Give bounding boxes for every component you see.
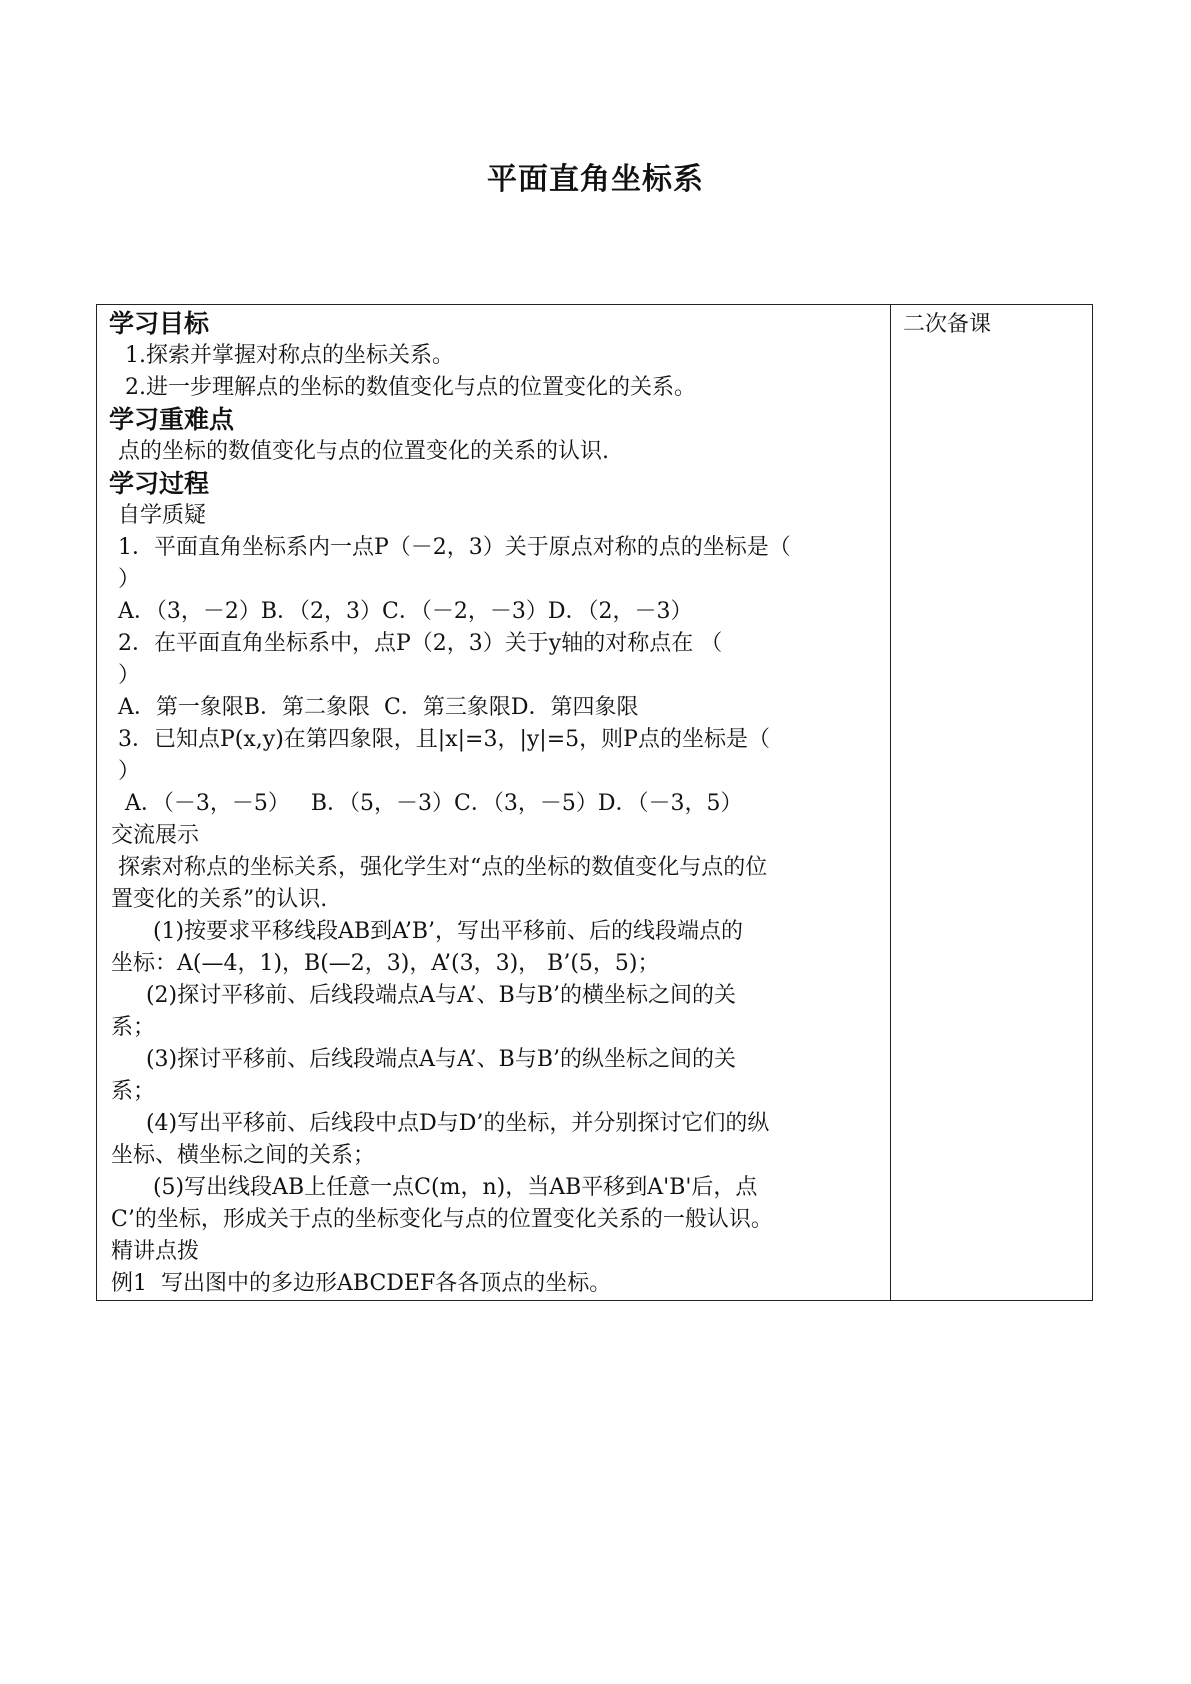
question-3-options: A．（－3，－5） B．（5，－3）C．（3，－5）D．（－3，5） [111, 791, 743, 816]
exchange-label: 交流展示 [111, 823, 200, 848]
step-2-cont: 系； [111, 1015, 156, 1040]
step-1-cont: 坐标：A(—4，1)，B(—2，3)，A’(3，3)， B’(5，5)； [111, 951, 660, 976]
question-2-stem-end: ） [111, 663, 141, 688]
objective-item: 2.进一步理解点的坐标的数值变化与点的位置变化的关系。 [111, 375, 696, 400]
exchange-intro: 探索对称点的坐标关系，强化学生对“点的坐标的数值变化与点的位 [111, 855, 768, 880]
process-heading: 学习过程 [109, 469, 210, 498]
step-2: (2)探讨平移前、后线段端点A与A’、B与B’的横坐标之间的关 [111, 983, 736, 1008]
exchange-intro-cont: 置变化的关系”的认识. [111, 887, 328, 912]
key-points-text: 点的坐标的数值变化与点的位置变化的关系的认识. [111, 439, 609, 464]
self-study-label: 自学质疑 [111, 503, 207, 528]
lesson-table [96, 304, 1093, 1301]
objective-item: 1.探索并掌握对称点的坐标关系。 [111, 343, 454, 368]
question-1-options: A．（3，－2）B．（2，3）C．（－2，－3）D．（2，－3） [111, 599, 693, 624]
step-4-cont: 坐标、横坐标之间的关系； [111, 1143, 376, 1168]
lesson-content-cell [97, 305, 891, 1301]
step-3-cont: 系； [111, 1079, 156, 1104]
step-5-cont: C’的坐标，形成关于点的坐标变化与点的位置变化关系的一般认识。 [111, 1207, 773, 1232]
step-3: (3)探讨平移前、后线段端点A与A’、B与B’的纵坐标之间的关 [111, 1047, 736, 1072]
secondary-prep-header: 二次备课 [903, 312, 992, 337]
question-2-stem: 2．在平面直角坐标系中，点P（2，3）关于y轴的对称点在 （ [111, 631, 723, 656]
example-1: 例1 写出图中的多边形ABCDEF各各顶点的坐标。 [111, 1271, 612, 1296]
document-title: 平面直角坐标系 [487, 162, 704, 197]
objectives-heading: 学习目标 [109, 309, 210, 338]
step-4: (4)写出平移前、后线段中点D与D’的坐标，并分别探讨它们的纵 [111, 1111, 770, 1136]
question-3-stem: 3．已知点P(x,y)在第四象限，且|x|=3，|y|=5，则P点的坐标是（ [111, 727, 770, 752]
secondary-prep-cell [891, 305, 1093, 1301]
step-1: (1)按要求平移线段AB到A’B’，写出平移前、后的线段端点的 [111, 919, 743, 944]
question-1-stem-end: ） [111, 567, 141, 592]
question-1-stem: 1．平面直角坐标系内一点P（－2，3）关于原点对称的点的坐标是（ [111, 535, 791, 560]
step-5: (5)写出线段AB上任意一点C(m，n)，当AB平移到A'B'后，点 [111, 1175, 758, 1200]
question-3-stem-end: ） [111, 759, 141, 784]
key-points-heading: 学习重难点 [109, 405, 235, 434]
question-2-options: A．第一象限B．第二象限 C．第三象限D．第四象限 [111, 695, 639, 720]
lecture-label: 精讲点拨 [111, 1239, 200, 1264]
